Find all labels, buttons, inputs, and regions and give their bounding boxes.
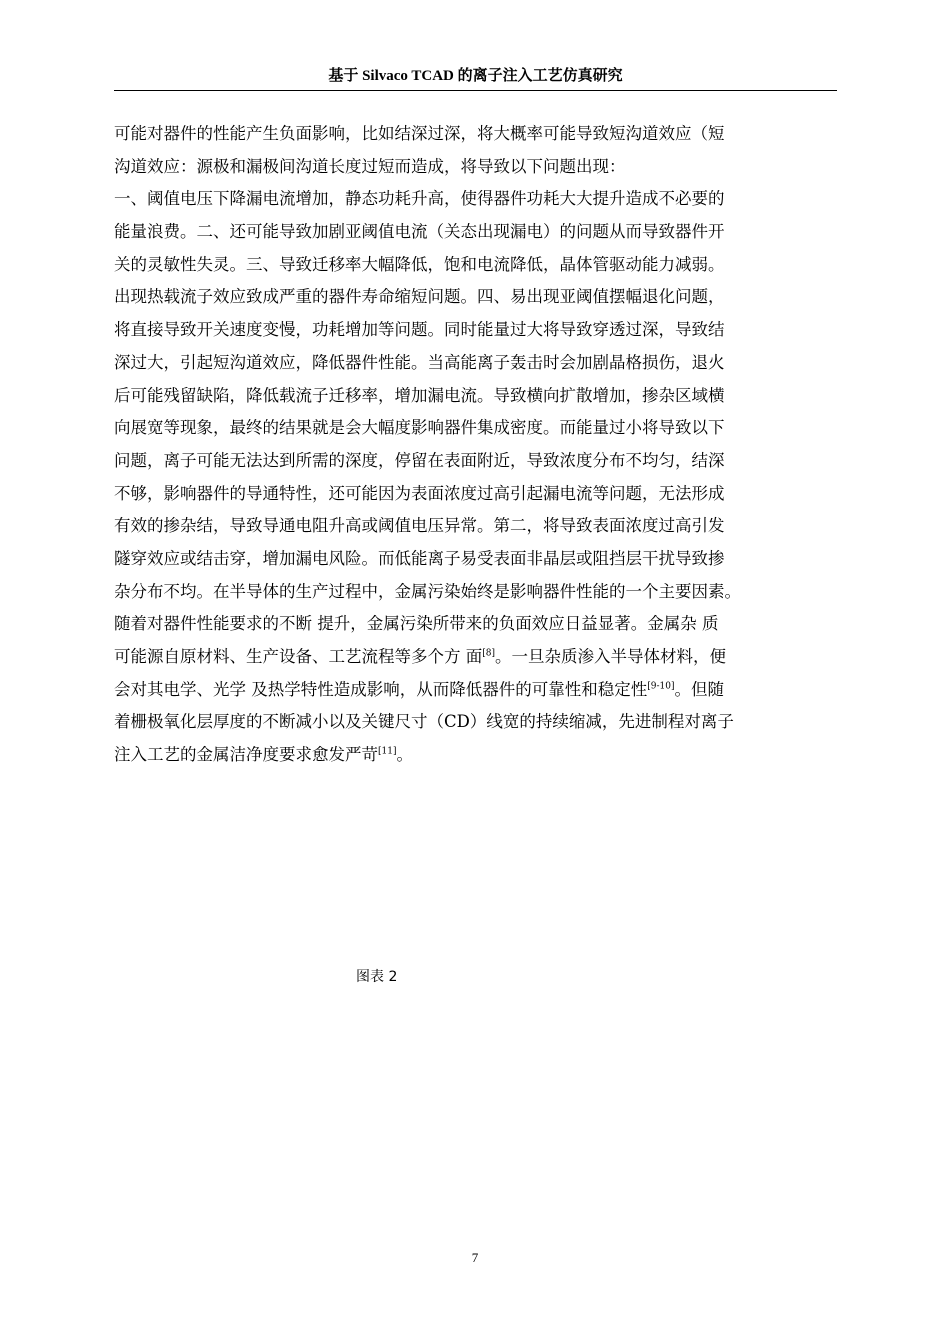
text-line: 深过大，引起短沟道效应，降低器件性能。当高能离子轰击时会加剧晶格损伤，退火 (114, 352, 725, 372)
text-line: 杂分布不均。在半导体的生产过程中，金属污染始终是影响器件性能的一个主要因素。 (114, 581, 741, 601)
text-line: 后可能残留缺陷，降低载流子迁移率，增加漏电流。导致横向扩散增加，掺杂区域横 (114, 385, 725, 405)
body-text (114, 118, 837, 772)
text-line-ref9-10 (114, 674, 837, 707)
text-segment: 会对其电学、光学 及热学特性造成影响，从而降低器件的可靠性和稳定性 (114, 679, 648, 699)
text-segment: 可能源自原材料、生产设备、工艺流程等多个方 面 (114, 647, 483, 666)
text-line: 不够，影响器件的导通特性，还可能因为表面浓度过高引起漏电流等问题，无法形成 (114, 483, 725, 503)
text-line: 隧穿效应或结击穿，增加漏电风险。而低能离子易受表面非晶层或阻挡层干扰导致掺 (114, 548, 725, 568)
citation-9-10: [9-10] (647, 681, 675, 692)
text-segment: 注入工艺的金属洁净度要求愈发严苛 (114, 745, 378, 765)
text-line: 有效的掺杂结，导致导通电阻升高或阈值电压异常。第二，将导致表面浓度过高引发 (114, 516, 725, 536)
text-line: 可能对器件的性能产生负面影响，比如结深过深，将大概率可能导致短沟道效应（短 (114, 124, 725, 143)
citation-11: [11] (378, 746, 397, 757)
text-line: 问题，离子可能无法达到所需的深度，停留在表面附近，导致浓度分布不均匀，结深 (114, 450, 725, 470)
text-segment: 。 (396, 745, 413, 765)
text-line: 向展宽等现象，最终的结果就是会大幅度影响器件集成密度。而能量过小将导致以下 (114, 418, 725, 438)
text-line: 将直接导致开关速度变慢，功耗增加等问题。同时能量过大将导致穿透过深，导致结 (114, 320, 725, 340)
text-segment: 。但随 (674, 679, 724, 699)
text-line: 能量浪费。二、还可能导致加剧亚阈值电流（关态出现漏电）的问题从而导致器件开 (114, 222, 725, 242)
text-line-ref11 (114, 739, 837, 772)
text-line: 出现热载流子效应致成严重的器件寿命缩短问题。四、易出现亚阈值摆幅退化问题， (114, 287, 725, 307)
page-number: 7 (471, 1250, 479, 1265)
figure-caption: 图表 2 (356, 969, 398, 985)
text-segment: 。一旦杂质渗入半导体材料，便 (495, 647, 726, 666)
page-header (114, 66, 837, 91)
text-line-ref8 (114, 641, 837, 674)
text-line: 沟道效应：源极和漏极间沟道长度过短而造成，将导致以下问题出现： (114, 156, 626, 176)
text-line: 一、阈值电压下降漏电流增加，静态功耗升高，使得器件功耗大大提升造成不必要的 (114, 189, 725, 209)
text-line: 随着对器件性能要求的不断 提升，金属污染所带来的负面效应日益显著。金属杂 质 (114, 614, 719, 634)
citation-8: [8] (482, 648, 495, 659)
header-title: 基于 Silvaco TCAD 的离子注入工艺仿真研究 (328, 68, 623, 84)
text-line: 着栅极氧化层厚度的不断减小以及关键尺寸（CD）线宽的持续缩减，先进制程对离子 (114, 712, 734, 732)
text-line: 关的灵敏性失灵。三、导致迁移率大幅降低，饱和电流降低，晶体管驱动能力减弱。 (114, 254, 725, 274)
